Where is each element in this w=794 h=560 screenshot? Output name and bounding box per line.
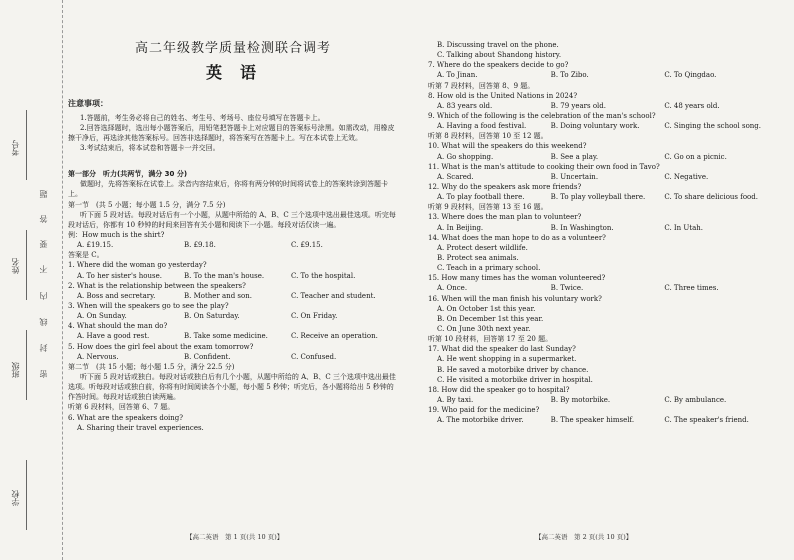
option-row [428,395,778,405]
option: B. Doing voluntary work. [550,122,640,131]
option: C. Receive an operation. [291,332,378,341]
question: 15. How many times has the woman volunteered? [428,274,606,283]
option: B. To Zibo. [550,71,589,80]
option: A. Go shopping. [437,152,494,161]
question: 19. Who paid for the medicine? [428,406,540,415]
listen-instruction: 听第 10 段材料，回答第 17 至 20 题。 [428,335,553,344]
page-2 [428,0,778,560]
option: A. On October 1st this year. [437,304,536,313]
option-row [428,192,778,202]
option-row [68,291,398,301]
option: A. The motorbike driver. [437,416,524,425]
option: A. Nervous. [77,352,119,361]
option-row [428,70,778,80]
option: B. On December 1st this year. [437,314,544,323]
option: C. £9.15. [291,241,323,250]
option: A. Have a good rest. [77,332,150,341]
page-footer: 【高二英语 第 1 页(共 10 页)】 [186,533,284,541]
page-1 [68,0,398,560]
example-answer: 答案是 C。 [68,251,104,260]
option: B. To the man's house. [184,271,265,280]
option: C. 48 years old. [664,101,720,110]
option-row [68,352,398,362]
question: 11. What is the man's attitude to cooking their own food in Tavo? [428,162,660,171]
option: C. Go on a picnic. [664,152,727,161]
option: C. In Utah. [664,223,704,232]
class-line [26,330,27,400]
seal-char: 内 [39,292,48,300]
part1-title: 第一部分 听力(共两节，满分 30 分) [68,170,188,179]
name-label: 姓名 [11,258,20,274]
option: A. Boss and secretary. [77,291,156,300]
option-row [428,121,778,131]
example-options [68,240,398,250]
option-row [428,354,778,384]
option: A. Once. [437,284,468,293]
question: 8. How old is the United Nations in 2024? [428,91,578,100]
example-question: 例：How much is the shirt? [68,231,165,240]
question: 10. What will the speakers do this weekend? [428,142,587,151]
option-row [428,223,778,233]
question: 18. How did the speaker go to hospital? [428,385,570,394]
option: C. Three times. [664,284,719,293]
name-line [26,230,27,300]
option: A. He went shopping in a supermarket. [437,355,577,364]
question: 17. What did the speaker do last Sunday? [428,345,576,354]
option: C. Talking about Shandong history. [437,51,562,60]
option-row [428,152,778,162]
option: A. Protect desert wildlife. [437,243,528,252]
option-row [428,415,778,425]
section1-title: 第一节 (共 5 小题；每小题 1.5 分，满分 7.5 分) [68,200,226,209]
option: C. To the hospital. [291,271,356,280]
exam-number-line [26,110,27,180]
question: 2. What is the relationship between the speakers? [68,281,246,290]
question: 14. What does the man hope to do as a volunteer? [428,233,606,242]
option: B. Twice. [550,284,584,293]
option: B. To play volleyball there. [550,193,646,202]
option: A. 83 years old. [437,101,493,110]
note-item: 2.回答选择题时，选出每小题答案后，用铅笔把答题卡上对应题目的答案标号涂黑。如需改动，用橡皮擦干净后，再选涂其他答案标号。回答非选择题时，将答案写在答题卡上。写在本试卷上无效。 [68,123,395,142]
option: B. Confident. [184,352,231,361]
option: C. Confused. [291,352,337,361]
option: A. Sharing their travel experiences. [77,423,204,432]
option-row [428,101,778,111]
option-row [68,271,398,281]
listen-instruction: 听第 6 段材料，回答第 6、7 题。 [68,403,175,412]
option: B. In Washington. [550,223,614,232]
option: B. £9.18. [184,241,216,250]
class-label: 班级 [11,362,20,378]
seal-char: 密 [39,370,48,378]
question: 12. Why do the speakers ask more friends? [428,182,582,191]
option: A. To play football there. [437,193,525,202]
subject-title: 英语 [205,62,274,82]
option: A. £19.15. [77,241,114,250]
option-row [68,331,398,341]
note-item: 1.答题前，考生务必将自己的姓名、考生号、考场号、座位号填写在答题卡上。 [80,113,325,122]
option: B. Uncertain. [550,172,599,181]
section1-intro: 听下面 5 段对话。每段对话后有一个小题，从题中所给的 A、B、C 三个选项中选出最佳选项。听完每段对话后，你都有 10 秒钟的时间来回答有关小题和阅读下一小题。每段对话仅读一遍。 [68,210,396,229]
option: C. By ambulance. [664,395,727,404]
option: A. Having a food festival. [437,122,527,131]
school-line [26,460,27,530]
option: C. Singing the school song. [664,122,762,131]
option: A. To Jinan. [437,71,478,80]
option: B. See a play. [550,152,599,161]
option: C. Teach in a primary school. [437,264,541,273]
option: A. To her sister's house. [77,271,162,280]
option: C. To Qingdao. [664,71,717,80]
seal-char: 要 [39,240,48,248]
part1-intro: 做题时，先将答案标在试卷上。录音内容结束后，你将有两分钟的时间将试卷上的答案转涂到答题卡上。 [68,180,388,199]
option-row [428,283,778,293]
notes-heading: 注意事项： [68,99,108,109]
option: B. The speaker himself. [550,416,635,425]
listen-instruction: 听第 8 段材料，回答第 10 至 12 题。 [428,132,548,141]
option: B. By motorbike. [550,395,611,404]
question: 5. How does the girl feel about the exam tomorrow? [68,342,254,351]
question: 1. Where did the woman go yesterday? [68,261,207,270]
option: B. 79 years old. [550,101,606,110]
listen-instruction: 听第 7 段材料，回答第 8、9 题。 [428,81,535,90]
seal-char: 题 [39,190,48,198]
option: C. Negative. [664,172,709,181]
option: A. Scared. [437,172,474,181]
option-row [428,304,778,334]
right-question-list [428,60,778,425]
question: 3. When will the speakers go to see the play? [68,302,229,311]
question: 13. Where does the man plan to volunteer? [428,213,582,222]
option: C. To share delicious food. [664,193,758,202]
option: C. The speaker's friend. [664,416,749,425]
seal-char: 线 [39,318,48,326]
seal-char: 答 [39,215,48,223]
exam-number-label: 考号 [11,140,20,156]
option: B. He saved a motorbike driver by chance. [437,365,589,374]
section2-title: 第二节 (共 15 小题；每小题 1.5 分，满分 22.5 分) [68,362,235,371]
listen-instruction: 听第 9 段材料，回答第 13 至 16 题。 [428,203,548,212]
option: B. Take some medicine. [184,332,268,341]
school-label: 学校 [11,490,20,506]
option: C. Teacher and student. [291,291,376,300]
left-question-list [68,260,398,361]
option: B. Protect sea animals. [437,253,519,262]
option: C. On June 30th next year. [437,324,531,333]
option: A. By taxi. [437,395,474,404]
exam-title: 高二年级教学质量检测联合调考 [134,41,331,56]
seal-char: 封 [39,344,48,352]
option-row [428,243,778,273]
option: B. Mother and son. [184,291,252,300]
note-item: 3.考试结束后，将本试卷和答题卡一并交回。 [80,144,220,153]
option: B. On Saturday. [184,312,240,321]
option: A. On Sunday. [77,312,127,321]
page-footer: 【高二英语 第 2 页(共 10 页)】 [535,533,633,541]
binding-gutter [0,0,63,560]
option: B. Discussing travel on the phone. [437,41,559,49]
option: C. On Friday. [291,312,338,321]
question: 7. Where do the speakers decide to go? [428,61,569,70]
seal-char: 不 [39,265,48,273]
question: 6. What are the speakers doing? [68,413,184,422]
option-row [428,172,778,182]
question: 9. Which of the following is the celebration of the man's school? [428,111,656,120]
option: A. In Beijing. [437,223,484,232]
section2-intro: 听下面 5 段对话或独白。每段对话或独白后有几个小题，从题中所给的 A、B、C 三个选项中选出最佳选项。听每段对话或独白前，你将有时间阅读各个小题，每小题 5 秒钟；听完后，各小题将给出 5 秒钟的作答时间。每段对话或独白读两遍。 [68,373,396,402]
question: 4. What should the man do? [68,322,168,331]
option-row [68,311,398,321]
question: 16. When will the man finish his voluntary work? [428,294,602,303]
option: C. He visited a motorbike driver in hospital. [437,375,593,384]
